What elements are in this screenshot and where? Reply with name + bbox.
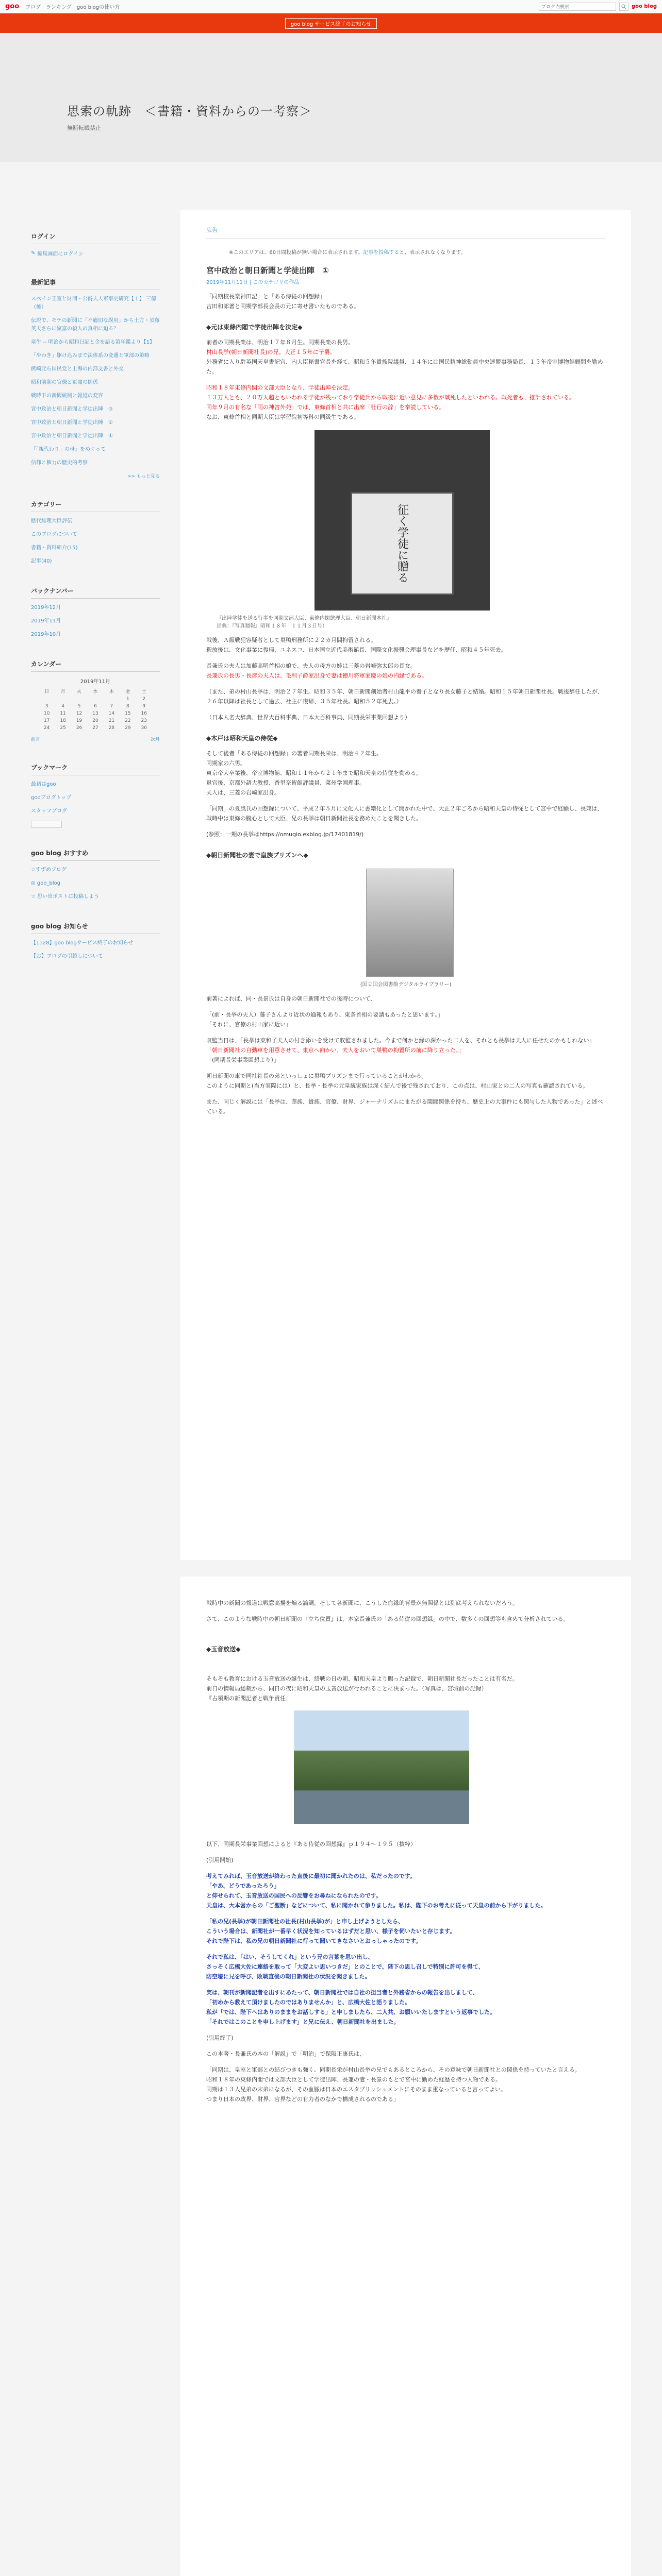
inactive-note-tail: と、表示されなくなります。	[399, 250, 466, 256]
calendar-day[interactable]: 8	[126, 704, 129, 709]
blog-subtitle: 無断転載禁止	[67, 125, 101, 131]
palace-bridge-photo	[294, 1710, 469, 1824]
calendar-day[interactable]: 28	[108, 725, 115, 731]
post-article-link[interactable]: 記事を投稿する	[363, 250, 400, 256]
goo-blog-badge[interactable]	[31, 821, 62, 828]
calendar-day[interactable]: 16	[141, 711, 147, 716]
calendar-day	[71, 696, 87, 703]
calendar-day[interactable]: 13	[92, 711, 98, 716]
article-paragraph: 前著によれば、同・長景氏は自身の朝日新聞社での後時について、	[206, 995, 376, 1002]
calendar-day[interactable]: 18	[60, 718, 66, 723]
inactive-note	[229, 248, 605, 256]
recent-more-link[interactable]: >> もっと見る	[127, 474, 160, 479]
calendar-day[interactable]: 1	[126, 697, 129, 702]
calendar-day[interactable]: 11	[60, 711, 66, 716]
bookmark-link[interactable]: スタッフブログ	[31, 808, 67, 814]
article-paragraph: 「同期」の夏風氏の回想録について、平成２年５月に文化人に書籍化として開かれた中で、大正２年ごろから昭和天皇の侍従として宮中で経験し、長兼は、戦時中は東條の腹心として大臣、兄の長挙は朝日新聞社長を務めたことを聞きした。	[206, 805, 603, 822]
quote-paragraph: 考えてみれば、玉音放送が終わった直後に最初に聞かれたのは、私だったのです。 「やあ、どうであったろう」 と仰せられて、玉音放送の国民への反響をお尋ねになられたのです。 天皇は、大本営からの「ご聖断」などについて、私に聞かれて参りました。私は、陛下のお考えに従って天皇の前から下がりました。	[206, 1873, 547, 1909]
calendar-week	[39, 717, 152, 724]
article-paragraph: 前者の同期長楽は、明治１７年８月生。同期長楽の長男。	[206, 339, 354, 346]
photo-caption: (国立国会図書館デジタルライブラリー)	[360, 982, 452, 988]
backnumber-section	[31, 586, 160, 639]
calendar-day[interactable]: 22	[125, 718, 131, 723]
calendar-day	[55, 696, 71, 703]
article-highlight: 村山長挙(朝日新聞社長)の兄。大正１５年に子爵。	[206, 349, 336, 355]
article-paragraph: 以下、同期長栄事業回想によると『ある侍従の回想録』ｐ１９４〜１９５（抜粋）	[206, 1841, 416, 1848]
historical-photo	[315, 430, 490, 611]
top-search-area	[539, 3, 657, 11]
article-paragraph: 長兼氏の夫人は加藤高明首相の娘で、夫人の母方の姉は三菱の岩崎弥太郎の長女。	[206, 663, 416, 669]
article-main	[180, 210, 631, 1560]
cal-dow: 木	[109, 689, 114, 694]
bookmark-heading: ブックマーク	[31, 763, 160, 775]
recommend-link[interactable]: ☆すずめブログ	[31, 867, 67, 873]
notice-link[interactable]: 【お】ブログの引越しについて	[31, 954, 103, 959]
calendar-day[interactable]: 17	[43, 718, 50, 723]
calendar-day	[39, 696, 55, 703]
service-end-link[interactable]: goo blog サービス終了のお知らせ	[285, 18, 377, 29]
recent-posts-section	[31, 278, 160, 479]
calendar-day[interactable]: 4	[61, 704, 64, 709]
notice-section	[31, 922, 160, 961]
recent-post-link[interactable]: 竜牛 -- 明治から昭和日記と金を語る第年鑑より【1】	[31, 340, 155, 345]
recent-post-link[interactable]: 宮中政治と朝日新聞と学徒出陣 ①	[31, 433, 113, 439]
recommend-heading: goo blog おすすめ	[31, 849, 160, 861]
photo-caption: 『出陣学徒を送る行事を同期文部大臣、東條内閣総理大臣、朝日新聞本社』 出典：『写真週報』昭和１８年 １１月３日号）	[217, 616, 392, 629]
calendar-day[interactable]: 12	[76, 711, 82, 716]
article-paragraph: なお、東條首相と同期大臣は学習院初等科の同級生である。	[206, 414, 359, 420]
calendar-day[interactable]: 25	[60, 725, 66, 731]
cal-dow: 土	[141, 689, 146, 694]
article-highlight: 「朝日新聞社の自動車を用意させて、東京へ向かい、夫人をおいて巣鴨の拘置所の前に降り立った。」	[206, 1047, 465, 1054]
article-paragraph: そして後者「ある侍従の回想録」の著者同期長栄は、明治４２年生。 同期家の六男。 東京帝大卒業後、帝室博物館、昭和１１年から２１年まで昭和天皇の侍従を勤める。 退官後、京都外語大教授、香里奈術館評議員、菜州学園理事。 夫人は、三菱の岩崎家出身。	[206, 750, 422, 796]
calendar-day[interactable]: 5	[77, 704, 81, 709]
quote-paragraph: それで私は、「はい、そうしてくれ」という兄の言葉を思い出し、 さっそく広橋大佐に連絡を取って「大変よい思いつきだ」とのことで、陛下の思し召しで特別に許可を得て、 防空壕に兄を呼び、敗戦直後の朝日新聞社の状況を聞きました。	[206, 1954, 484, 1980]
recommend-link[interactable]: ◎ goo_blog	[31, 880, 61, 886]
calendar-heading: カレンダー	[31, 659, 160, 672]
calendar-day[interactable]: 3	[45, 704, 48, 709]
login-heading: ログイン	[31, 232, 160, 244]
cal-dow: 水	[93, 689, 98, 694]
backnumber-link[interactable]: 2019年12月	[31, 605, 61, 611]
login-section	[31, 232, 160, 257]
calendar-next[interactable]: 次月	[150, 737, 160, 742]
recommend-section	[31, 849, 160, 901]
section-heading: ◆木戸は昭和天皇の侍従◆	[206, 735, 278, 742]
notice-heading: goo blog お知らせ	[31, 922, 160, 934]
backnumber-link[interactable]: 2019年11月	[31, 618, 61, 624]
bookmark-link[interactable]: 最初はgoo	[31, 782, 56, 787]
category-section	[31, 500, 160, 566]
quote-end: (引用終了)	[206, 2035, 234, 2041]
recent-post-link[interactable]: 宮中政治と朝日新聞と学徒出陣 ③	[31, 406, 113, 412]
calendar-week	[39, 703, 152, 710]
calendar-prev[interactable]: 前月	[31, 737, 41, 742]
article-meta[interactable]: 2019年11月11日 | このカテゴリの作品	[206, 280, 300, 285]
recent-post-link[interactable]: 戦時下の新聞統制と報道の変容	[31, 393, 103, 399]
goo-blog-brand[interactable]: goo blog	[632, 4, 657, 9]
service-end-banner	[0, 13, 662, 33]
portrait-photo	[366, 869, 454, 977]
article-paragraph: 「(前・長挙の夫人）藤子さんより近状の通報もあり、東条首相の要請もあったと思います。」 「それに、官僚の村山家に近い」	[206, 1011, 443, 1028]
notice-link[interactable]: 【1128】goo blogサービス終了のお知らせ	[31, 940, 134, 946]
cal-dow: 月	[60, 689, 65, 694]
article-paragraph: 朝日新聞の車で同社社長の弟といっしょに巣鴨プリズンまで行っていることがわかる。 このように同期と(当方実際には）と、長挙・長挙の元皇統家族は深く結んで後で残されており、この点は、村山家との二人の写真も確認されている。	[206, 1073, 589, 1089]
calendar-body	[39, 696, 152, 732]
calendar-day[interactable]: 9	[142, 704, 146, 709]
article-paragraph: また、同じく解説には「長挙は、華族、貴族、官僚、財界、ジャーナリズムにまたがる閨閥関係を持ち、歴史上の大事件にも関与した人物であった」と述べている。	[206, 1098, 603, 1115]
recent-post-link[interactable]: 宮中政治と朝日新聞と学徒出陣 ②	[31, 420, 113, 426]
calendar-day[interactable]: 14	[108, 711, 115, 716]
recent-post-link[interactable]: スペイン王室と財団・公爵夫人軍事史研究【１】 三億（後）	[31, 296, 157, 310]
quote-paragraph: 「私の兄(長挙)が朝日新聞社の社長(村山長挙)が」と申し上げようとしたら、 こういう場合は、新聞社が一番早く状況を知っているはずだと思い、様子を伺いたいと存じます。 それで陛下は、私の兄の朝日新聞社に行って聞いてきなさいとおっしゃったのです。	[206, 1918, 456, 1944]
calendar-day[interactable]: 15	[125, 711, 131, 716]
login-link-label: 編集画面にログイン	[37, 251, 84, 257]
calendar-day[interactable]: 6	[94, 704, 97, 709]
calendar-day[interactable]: 26	[76, 725, 82, 731]
article-paragraph: （また、弟の村山長挙は、明治２７年生。昭和３５年、朝日新聞創始者村山龍平の養子となり長女藤子と結婚。昭和１５年朝日新聞社長。戦後辞任したが、２６年以降は社長として過去、社主に復帰、３５年社長。昭和５２年死去。）	[206, 688, 603, 705]
photo-banner-text: 征く学徒に贈る	[351, 492, 454, 595]
calendar-nav	[31, 736, 160, 742]
backnumber-link[interactable]: 2019年10月	[31, 632, 61, 637]
article-paragraph: 「同期校長楽神田記」と「ある侍従の回想録」 吉田和郎著と同期学部長会長の元に寄せ書いたものである。	[206, 293, 359, 310]
recent-post-link[interactable]: 伝説で、モテの新聞に「不適切な誤用」から土方・須藤英夫さらに聚富の殺人の真相に迫る？	[31, 318, 160, 332]
search-icon[interactable]	[619, 3, 628, 11]
goo-logo[interactable]: goo	[5, 3, 20, 10]
inactive-note-text: ※このエリアは、60日間投稿が無い場合に表示されます。	[229, 250, 363, 256]
cal-dow: 金	[125, 689, 130, 694]
article-highlight: 昭和１８年東條内閣の文部大臣となり、学徒出陣を決定。 １３万人とも、２０万人超ともいわれる学徒が残っており学徒兵から戦後に近い意見に多数が戦死したといわれる。戦死者も、推計されている。 同年９月の有名な「雨の神宮外苑」では、東條首相と共に出席「壮行の辞」を奉読している。	[206, 384, 575, 411]
bookmark-section	[31, 763, 160, 828]
nav-blog[interactable]: ブログ	[25, 5, 41, 10]
category-link[interactable]: 記事(40)	[31, 558, 52, 564]
article-paragraph: （日本人名大辞典、世界大百科事典、日本大百科事典、同期長栄事業回想より）	[206, 714, 410, 721]
article-highlight: 長兼氏の長男・長彦の夫人は、毛利子爵家出身で妻は徳川将軍家慶の娘の内縁である。	[206, 672, 427, 679]
calendar-month: 2019年11月	[80, 679, 111, 685]
article-paragraph: 「同期は、皇室と軍部との結びつきも強く、同期長栄が村山長挙の兄でもあるところから、その意味で朝日新聞社との関係を持っていたと言える。 昭和１８年の東條内閣では文部大臣として学徒出陣、長兼の妻・長景のもとで宮中に勤めた経歴を持つ人物である。 同期は１３人兄弟の末弟になるが、その血脈は日本のエスタブリッシュメントにそのまま重なっていると言ってよい。 つまり日本の政界、財界、官界などの有力者のなかで構成されるのである」	[206, 2066, 581, 2103]
blog-search-input[interactable]	[539, 3, 616, 11]
category-heading: カテゴリー	[31, 500, 160, 512]
section-heading: ◆朝日新聞社の妻で皇族プリズンへ◆	[206, 852, 308, 859]
calendar-day[interactable]: 24	[43, 725, 50, 731]
cal-dow: 日	[44, 689, 49, 694]
calendar-section	[31, 659, 160, 742]
blog-title[interactable]: 思索の軌跡 ＜書籍・資料からの一考察＞	[67, 104, 312, 118]
category-link[interactable]: このブログについて	[31, 532, 77, 537]
nav-howto[interactable]: goo blogの使い方	[76, 5, 120, 10]
recent-post-link[interactable]: 熊崎元ら国民党と上海の内部文書と外交	[31, 366, 124, 372]
recent-post-link[interactable]: 昭和前期の官僚と軍閥の関係	[31, 380, 98, 385]
blog-header	[0, 33, 662, 162]
section-heading: ◆元は東條内閣で学徒出陣を決定◆	[206, 324, 303, 331]
top-bar	[0, 0, 662, 13]
quote-paragraph: 実は、朝刊が新聞記者を出すにあたって、朝日新聞社では自社の担当者と外務省からの報告を出しまして、 「初めから教えて頂けましたのではありませんか」と、広橋大佐と語りました。 私が「では、陛下へはありのままをお話しする」と申しましたら、二人共、お願いいたしますという返事でした。 「それではこのことを申し上げます」と兄に伝え、朝日新聞社を出ました。	[206, 1989, 495, 2025]
calendar-day[interactable]: 20	[92, 718, 98, 723]
calendar-day[interactable]: 19	[76, 718, 82, 723]
calendar-day	[87, 696, 103, 703]
top-nav	[25, 3, 120, 10]
recent-post-link[interactable]: 「やわき」駆け込みまで法体系の変遷と軍部の策略	[31, 353, 150, 359]
recent-post-link[interactable]: 『「親代わり」の母』をめぐって	[31, 447, 106, 452]
nav-ranking[interactable]: ランキング	[46, 5, 72, 10]
article-paragraph: 戦時中の新聞の報道は戦意高揚を煽る論調。そして各新聞に、こうした血縁的背景が無関係とは到底考えられないだろう。	[206, 1600, 518, 1606]
calendar-day[interactable]: 30	[141, 725, 147, 731]
article-paragraph: 外務省に入り駐英国天皇書記官、内大臣秘書官長を経て、昭和５年貴族院議員、１４年には国民精神総動員中央連盟事務局長、１５年帝室博物館顧問を勤めた。	[206, 359, 603, 375]
recent-posts-heading: 最新記事	[31, 278, 160, 290]
recent-post-link[interactable]: 信仰と権力の歴史的考察	[31, 460, 88, 466]
login-link[interactable]	[31, 249, 160, 257]
calendar-day[interactable]: 27	[92, 725, 98, 731]
calendar-day[interactable]: 10	[43, 711, 50, 716]
sidebar	[31, 232, 160, 981]
article-paragraph: そもそも教育における玉音放送の誕生は、終戦の日の朝、昭和天皇より賜った記録で、朝日新聞社長だったことは有名だ。 前日の情報局総裁から、同日の夜に昭和天皇の玉音放送が行われることに決まった。（写真は、宮城前の記録） 『占領期の新聞記者と戦争責任』	[206, 1675, 518, 1702]
calendar-day	[104, 696, 120, 703]
calendar-week	[39, 710, 152, 717]
calendar-week	[39, 696, 152, 703]
calendar-day[interactable]: 23	[141, 718, 147, 723]
article-paragraph: 収監当日は、「長挙は東和子夫人の付き添いを受けて収監されました。今まで何かと縁の深かった二人を、それとも長挙は夫人に任せたのかもしれない」	[206, 1037, 595, 1044]
recommend-link[interactable]: ☆ 思い出ポストに投稿しよう	[31, 894, 100, 900]
calendar-day[interactable]: 2	[142, 697, 146, 702]
reference-link[interactable]: (参照：一期の長挙はhttps://omugio.exblog.jp/17401819/)	[206, 831, 364, 838]
calendar-day[interactable]: 29	[125, 725, 131, 731]
calendar-table	[39, 687, 152, 732]
calendar-day[interactable]: 21	[108, 718, 115, 723]
article-main-continued	[180, 1577, 631, 2576]
article-title[interactable]: 宮中政治と朝日新聞と学徒出陣 ①	[206, 266, 329, 275]
calendar-week	[39, 724, 152, 732]
backnumber-heading: バックナンバー	[31, 586, 160, 599]
bookmark-link[interactable]: gooブログトップ	[31, 795, 72, 801]
quote-start: (引用開始)	[206, 1857, 234, 1863]
category-link[interactable]: 歴代総理大臣評伝	[31, 518, 72, 524]
calendar-day[interactable]: 7	[110, 704, 113, 709]
category-link[interactable]: 書籍・資料紹介(15)	[31, 545, 78, 551]
article-paragraph: 戦後、Ａ級戦犯容疑者として巣鴨刑務所に２２カ月間拘留される。 釈放後は、文化事業に復帰、ユネスコ、日本国立近代美術館長、国際文化振興会理事長などを歴任、昭和４５年死去。	[206, 637, 507, 653]
article-paragraph: 「(同期長栄事業回想より）」	[206, 1057, 279, 1063]
article-paragraph: この本著・長兼氏の本の「解説」で「明治」で保阪正康氏は、	[206, 2050, 365, 2057]
section-heading: ◆玉音放送◆	[206, 1646, 241, 1653]
article-paragraph: さて、このような戦時中の朝日新聞の『立ち位置』は、本家長兼氏の「ある侍従の回想録」の中で、数多くの回想等も含めて分析されている。	[206, 1616, 569, 1622]
ad-label: 広告	[206, 226, 605, 239]
cal-dow: 火	[77, 689, 82, 694]
pencil-icon: ✎	[31, 250, 36, 256]
